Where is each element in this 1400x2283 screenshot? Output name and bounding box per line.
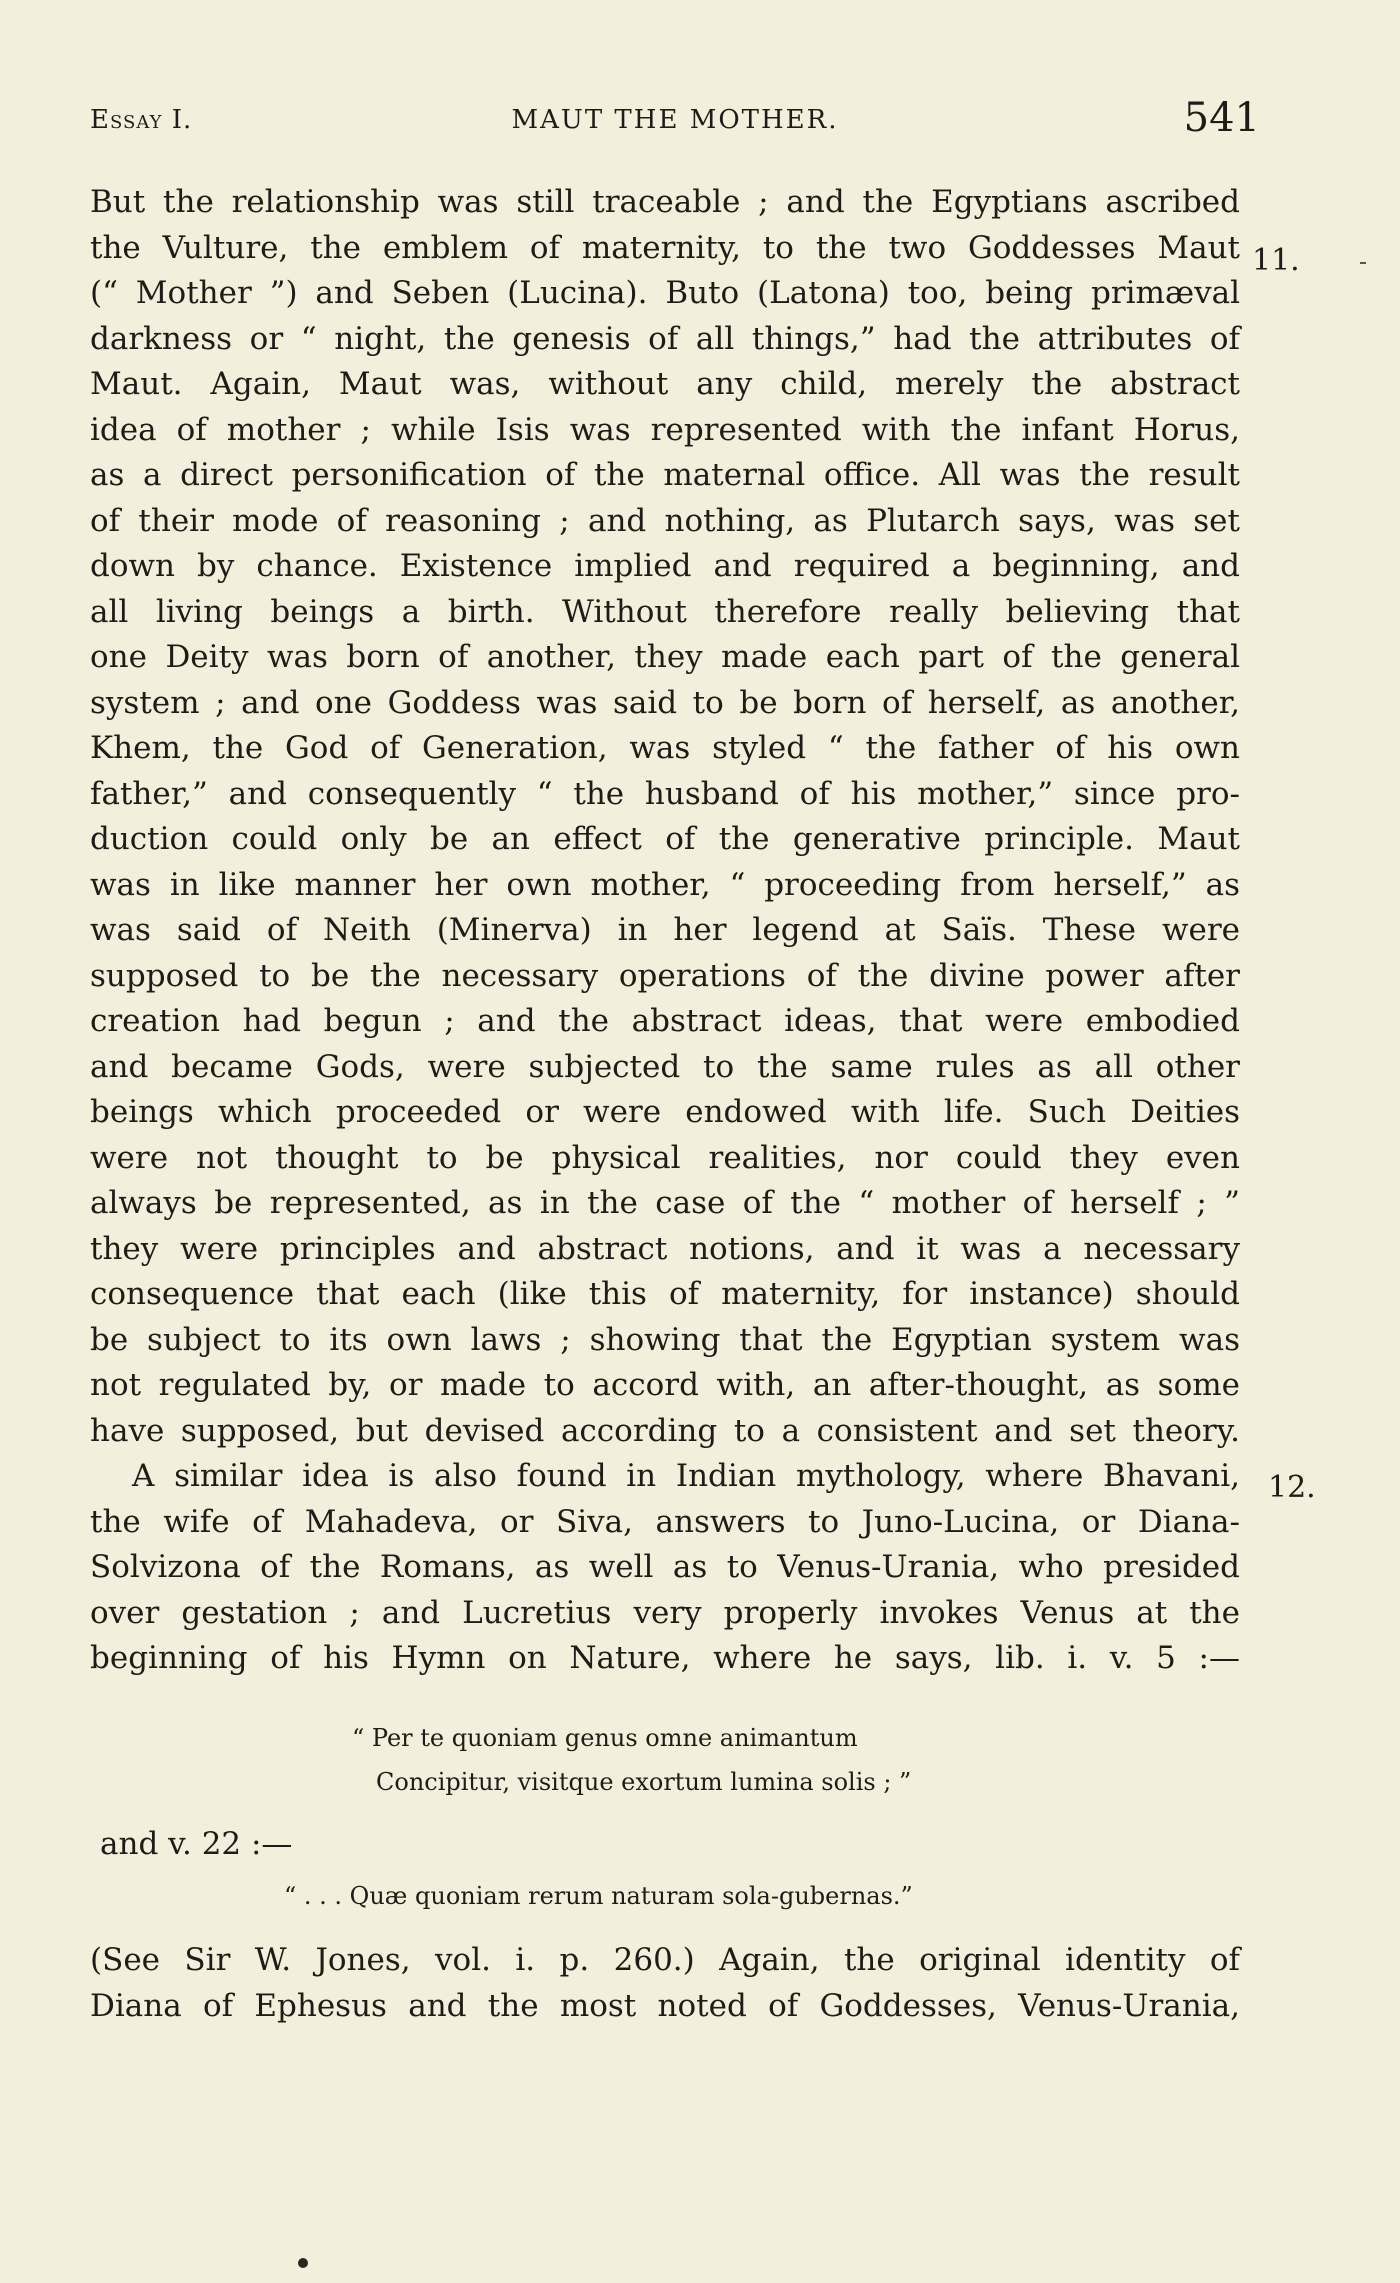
quote-line: Concipitur, visitque exortum lumina solis ; ”	[376, 1768, 912, 1796]
closing-text	[90, 1938, 1240, 2029]
text-line: But the relationship was still traceable ; and the Egyptians ascribed	[90, 184, 1240, 220]
text-line: of their mode of reasoning ; and nothing, as Plutarch says, was set	[90, 502, 1240, 539]
text-line: (See Sir W. Jones, vol. i. p. 260.) Again, the original identity of	[90, 1942, 1240, 1978]
header-essay-label: Essay I.	[90, 105, 193, 135]
text-line: the wife of Mahadeva, or Siva, answers to Juno-Lucina, or Diana-	[90, 1503, 1240, 1540]
page-number: 541	[1183, 95, 1260, 141]
text-line: A similar idea is also found in Indian mythology, where Bhavani,	[132, 1458, 1240, 1494]
text-line: over gestation ; and Lucretius very properly invokes Venus at the	[90, 1594, 1240, 1631]
ink-speck	[298, 2258, 308, 2268]
text-line: Maut. Again, Maut was, without any child, merely the abstract	[90, 366, 1240, 402]
margin-note-11: 11.	[1252, 243, 1300, 278]
text-line: duction could only be an effect of the generative principle. Maut	[90, 821, 1240, 857]
text-line: one Deity was born of another, they made each part of the general	[90, 639, 1240, 675]
text-line: all living beings a birth. Without therefore really believing that	[90, 593, 1240, 630]
text-line: as a direct personification of the maternal office. All was the result	[90, 457, 1240, 493]
text-line: always be represented, as in the case of the “ mother of herself ; ”	[90, 1185, 1240, 1221]
text-line: system ; and one Goddess was said to be born of herself, as another,	[90, 684, 1240, 721]
quote-line: “ Per te quoniam genus omne animantum	[352, 1724, 858, 1752]
text-line: beings which proceeded or were endowed with life. Such Deities	[90, 1094, 1240, 1130]
text-line: supposed to be the necessary operations of the divine power after	[90, 957, 1240, 994]
text-line: beginning of his Hymn on Nature, where he says, lib. i. v. 5 :—	[90, 1640, 1240, 1676]
text-line: be subject to its own laws ; showing that the Egyptian system was	[90, 1321, 1240, 1358]
text-line: idea of mother ; while Isis was represented with the infant Horus,	[90, 411, 1240, 448]
text-line: were not thought to be physical realities, nor could they even	[90, 1139, 1240, 1176]
margin-mark	[1360, 262, 1366, 264]
text-line: the Vulture, the emblem of maternity, to the two Goddesses Maut	[90, 229, 1240, 266]
running-header	[90, 95, 1260, 145]
text-line: darkness or “ night, the genesis of all things,” had the attributes of	[90, 320, 1240, 357]
text-line: down by chance. Existence implied and required a beginning, and	[90, 548, 1240, 584]
quote-lucretius-2: “ . . . Quæ quoniam rerum naturam sola-gubernas.”	[284, 1882, 913, 1910]
text-line: was in like manner her own mother, “ proceeding from herself,” as	[90, 866, 1240, 903]
and-v-22: and v. 22 :—	[100, 1826, 293, 1862]
header-chapter-title: MAUT THE MOTHER.	[511, 105, 839, 135]
text-line: father,” and consequently “ the husband of his mother,” since pro-	[90, 775, 1240, 812]
text-line: creation had begun ; and the abstract ideas, that were embodied	[90, 1003, 1240, 1039]
text-line: they were principles and abstract notions, and it was a necessary	[90, 1230, 1240, 1267]
text-line: and became Gods, were subjected to the same rules as all other	[90, 1048, 1240, 1085]
text-line: Solvizona of the Romans, as well as to Venus-Urania, who presided	[90, 1549, 1240, 1585]
text-line: not regulated by, or made to accord with, an after-thought, as some	[90, 1367, 1240, 1403]
text-line: have supposed, but devised according to a consistent and set theory.	[90, 1412, 1240, 1449]
margin-note-12: 12.	[1268, 1470, 1316, 1505]
text-line: (“ Mother ”) and Seben (Lucina). Buto (Latona) too, being primæval	[90, 275, 1240, 311]
text-line: Diana of Ephesus and the most noted of Goddesses, Venus-Urania,	[90, 1987, 1240, 2024]
text-line: consequence that each (like this of maternity, for instance) should	[90, 1276, 1240, 1312]
text-line: Khem, the God of Generation, was styled “ the father of his own	[90, 730, 1240, 766]
text-line: was said of Neith (Minerva) in her legend at Saïs. These were	[90, 912, 1240, 948]
main-text	[90, 180, 1240, 1682]
